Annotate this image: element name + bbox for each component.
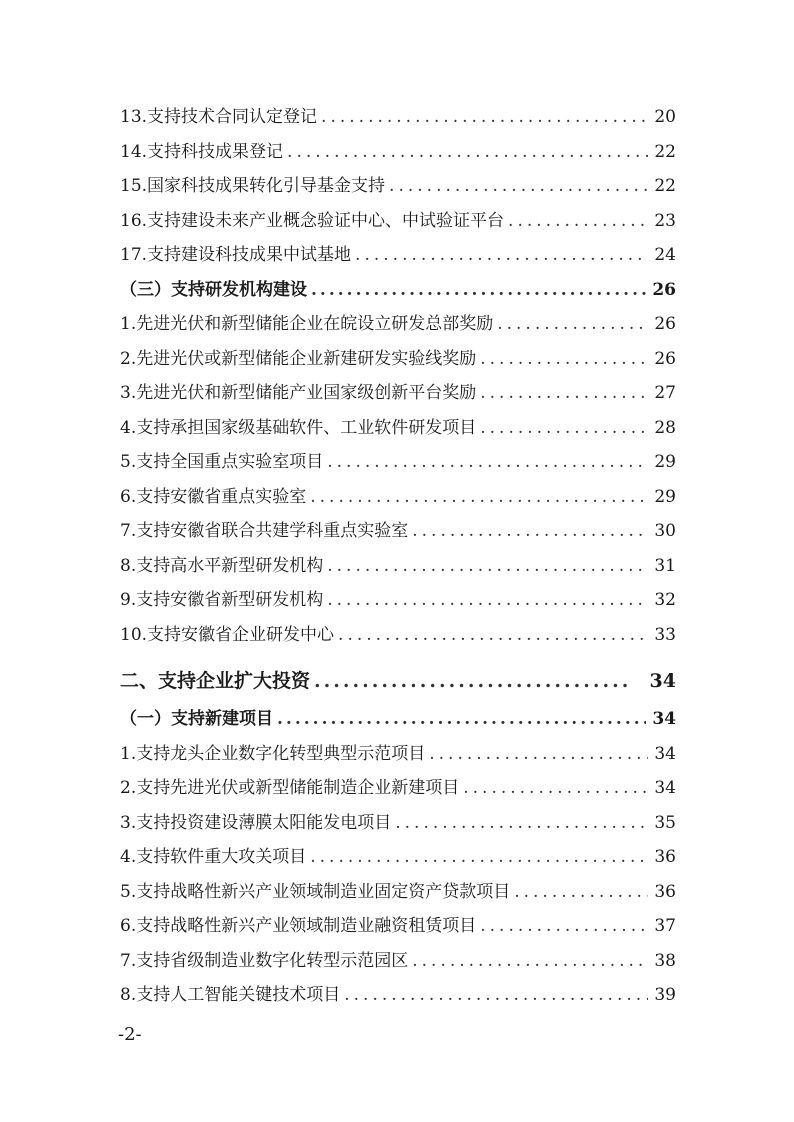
toc-entry-label: 3.先进光伏和新型储能产业国家级创新平台奖励 bbox=[120, 383, 477, 403]
toc-entry-page: 26 bbox=[654, 348, 676, 369]
toc-entry[interactable] bbox=[120, 978, 676, 1013]
toc-entry[interactable] bbox=[120, 875, 676, 910]
toc-entry-label: （三）支持研发机构建设 bbox=[120, 279, 307, 300]
toc-dot-leader bbox=[497, 307, 648, 342]
toc-dot-leader bbox=[277, 702, 646, 737]
toc-entry[interactable] bbox=[120, 100, 676, 135]
toc-entry[interactable] bbox=[120, 549, 676, 584]
toc-entry-label: 7.支持省级制造业数字化转型示范园区 bbox=[120, 950, 409, 971]
toc-entry[interactable] bbox=[120, 376, 676, 411]
toc-dot-leader bbox=[344, 978, 648, 1013]
toc-dot-leader bbox=[389, 169, 648, 204]
toc-entry[interactable] bbox=[120, 840, 676, 875]
toc-dot-leader bbox=[514, 875, 648, 910]
toc-dot-leader bbox=[314, 660, 632, 702]
toc-entry-label: 5.支持战略性新兴产业领域制造业固定资产贷款项目 bbox=[120, 881, 511, 902]
toc-entry-label: 4.支持承担国家级基础软件、工业软件研发项目 bbox=[120, 417, 477, 438]
toc-entry-label: 10.支持安徽省企业研发中心 bbox=[120, 624, 335, 645]
toc-dot-leader bbox=[355, 238, 648, 273]
toc-entry-label: 2.支持先进光伏或新型储能制造企业新建项目 bbox=[120, 778, 460, 798]
toc-dot-leader bbox=[327, 583, 648, 618]
toc-entry[interactable] bbox=[120, 909, 676, 944]
toc-dot-leader bbox=[287, 135, 648, 170]
toc-dot-leader bbox=[395, 806, 648, 841]
toc-entry-label: 16.支持建设未来产业概念验证中心、中试验证平台 bbox=[120, 210, 505, 231]
toc-entry-label: 二、支持企业扩大投资 bbox=[120, 670, 311, 692]
toc-entry-page: 28 bbox=[654, 417, 676, 438]
toc-entry[interactable] bbox=[120, 135, 676, 170]
toc-entry-label: 3.支持投资建设薄膜太阳能发电项目 bbox=[120, 812, 392, 833]
toc-dot-leader bbox=[412, 944, 648, 979]
toc-entry-page: 23 bbox=[654, 210, 676, 231]
toc-entry[interactable] bbox=[120, 806, 676, 841]
toc-entry[interactable] bbox=[120, 204, 676, 239]
toc-entry[interactable] bbox=[120, 342, 676, 377]
toc-entry-page: 32 bbox=[654, 590, 676, 610]
toc-dot-leader bbox=[480, 376, 648, 411]
toc-entry-page: 29 bbox=[654, 486, 676, 507]
toc-entry-page: 38 bbox=[654, 950, 676, 971]
toc-entry-label: 5.支持全国重点实验室项目 bbox=[120, 452, 324, 472]
toc-entry-page: 36 bbox=[654, 847, 676, 867]
toc-entry-page: 39 bbox=[654, 985, 676, 1005]
toc-entry-page: 27 bbox=[654, 383, 676, 403]
toc-entry-label: 14.支持科技成果登记 bbox=[120, 141, 284, 162]
toc-dot-leader bbox=[508, 204, 648, 239]
toc-entry[interactable] bbox=[120, 618, 676, 653]
toc-entry[interactable] bbox=[120, 238, 676, 273]
toc-entry[interactable] bbox=[120, 737, 676, 772]
toc-entry[interactable] bbox=[120, 514, 676, 549]
toc-entry[interactable] bbox=[120, 411, 676, 446]
toc-entry-page: 30 bbox=[654, 521, 676, 541]
toc-entry-page: 34 bbox=[652, 709, 676, 729]
toc-entry-page: 37 bbox=[654, 916, 676, 936]
toc-dot-leader bbox=[327, 445, 648, 480]
toc-entry-label: 6.支持安徽省重点实验室 bbox=[120, 486, 307, 507]
toc-entry-page: 26 bbox=[652, 279, 676, 300]
toc-entry[interactable] bbox=[120, 480, 676, 515]
toc-entry-label: 4.支持软件重大攻关项目 bbox=[120, 847, 307, 867]
toc-entry-page: 29 bbox=[654, 452, 676, 472]
toc-dot-leader bbox=[480, 342, 648, 377]
toc-entry-label: 6.支持战略性新兴产业领域制造业融资租赁项目 bbox=[120, 916, 477, 936]
toc-entry[interactable] bbox=[120, 583, 676, 618]
toc-section-heading[interactable] bbox=[120, 702, 676, 737]
toc-entry-label: 17.支持建设科技成果中试基地 bbox=[120, 245, 352, 265]
toc-entry-page: 24 bbox=[654, 245, 676, 265]
toc-entry-page: 20 bbox=[654, 107, 676, 127]
toc-entry-label: 15.国家科技成果转化引导基金支持 bbox=[120, 176, 386, 196]
toc-entry[interactable] bbox=[120, 771, 676, 806]
toc-entry-label: 1.先进光伏和新型储能企业在皖设立研发总部奖励 bbox=[120, 314, 494, 334]
toc-entry-label: 13.支持技术合同认定登记 bbox=[120, 107, 318, 127]
toc-entry-page: 35 bbox=[654, 812, 676, 833]
toc-entry-label: 1.支持龙头企业数字化转型典型示范项目 bbox=[120, 743, 426, 764]
toc-entry[interactable] bbox=[120, 944, 676, 979]
toc-entry-page: 22 bbox=[654, 176, 676, 196]
toc-entry-page: 31 bbox=[654, 555, 676, 576]
toc-dot-leader bbox=[412, 514, 648, 549]
toc-chapter-heading[interactable] bbox=[120, 660, 676, 702]
toc-dot-leader bbox=[311, 273, 646, 308]
toc-entry[interactable] bbox=[120, 445, 676, 480]
toc-dot-leader bbox=[310, 840, 648, 875]
toc-entry-label: 2.先进光伏或新型储能企业新建研发实验线奖励 bbox=[120, 348, 477, 369]
toc-entry-page: 34 bbox=[654, 743, 676, 764]
toc-entry-page: 22 bbox=[654, 141, 676, 162]
toc-section-heading[interactable] bbox=[120, 273, 676, 308]
toc-dot-leader bbox=[463, 771, 648, 806]
toc-entry-page: 36 bbox=[654, 881, 676, 902]
toc-entry-label: 8.支持人工智能关键技术项目 bbox=[120, 985, 341, 1005]
toc-entry-page: 26 bbox=[654, 314, 676, 334]
toc-entry-label: （一）支持新建项目 bbox=[120, 709, 273, 729]
toc-dot-leader bbox=[480, 909, 648, 944]
toc-entry-label: 9.支持安徽省新型研发机构 bbox=[120, 590, 324, 610]
toc-entry-page: 34 bbox=[654, 778, 676, 798]
toc-dot-leader bbox=[338, 618, 648, 653]
toc-dot-leader bbox=[321, 100, 648, 135]
toc-entry-page: 34 bbox=[649, 670, 676, 692]
page-number: -2- bbox=[118, 1024, 142, 1045]
toc-entry[interactable] bbox=[120, 169, 676, 204]
toc-entry[interactable] bbox=[120, 307, 676, 342]
toc-dot-leader bbox=[310, 480, 648, 515]
toc-entry-page: 33 bbox=[654, 624, 676, 645]
toc-entry-label: 8.支持高水平新型研发机构 bbox=[120, 555, 324, 576]
toc-entry-label: 7.支持安徽省联合共建学科重点实验室 bbox=[120, 521, 409, 541]
toc-dot-leader bbox=[429, 737, 648, 772]
toc-dot-leader bbox=[327, 549, 648, 584]
table-of-contents bbox=[120, 100, 676, 1013]
toc-dot-leader bbox=[480, 411, 648, 446]
